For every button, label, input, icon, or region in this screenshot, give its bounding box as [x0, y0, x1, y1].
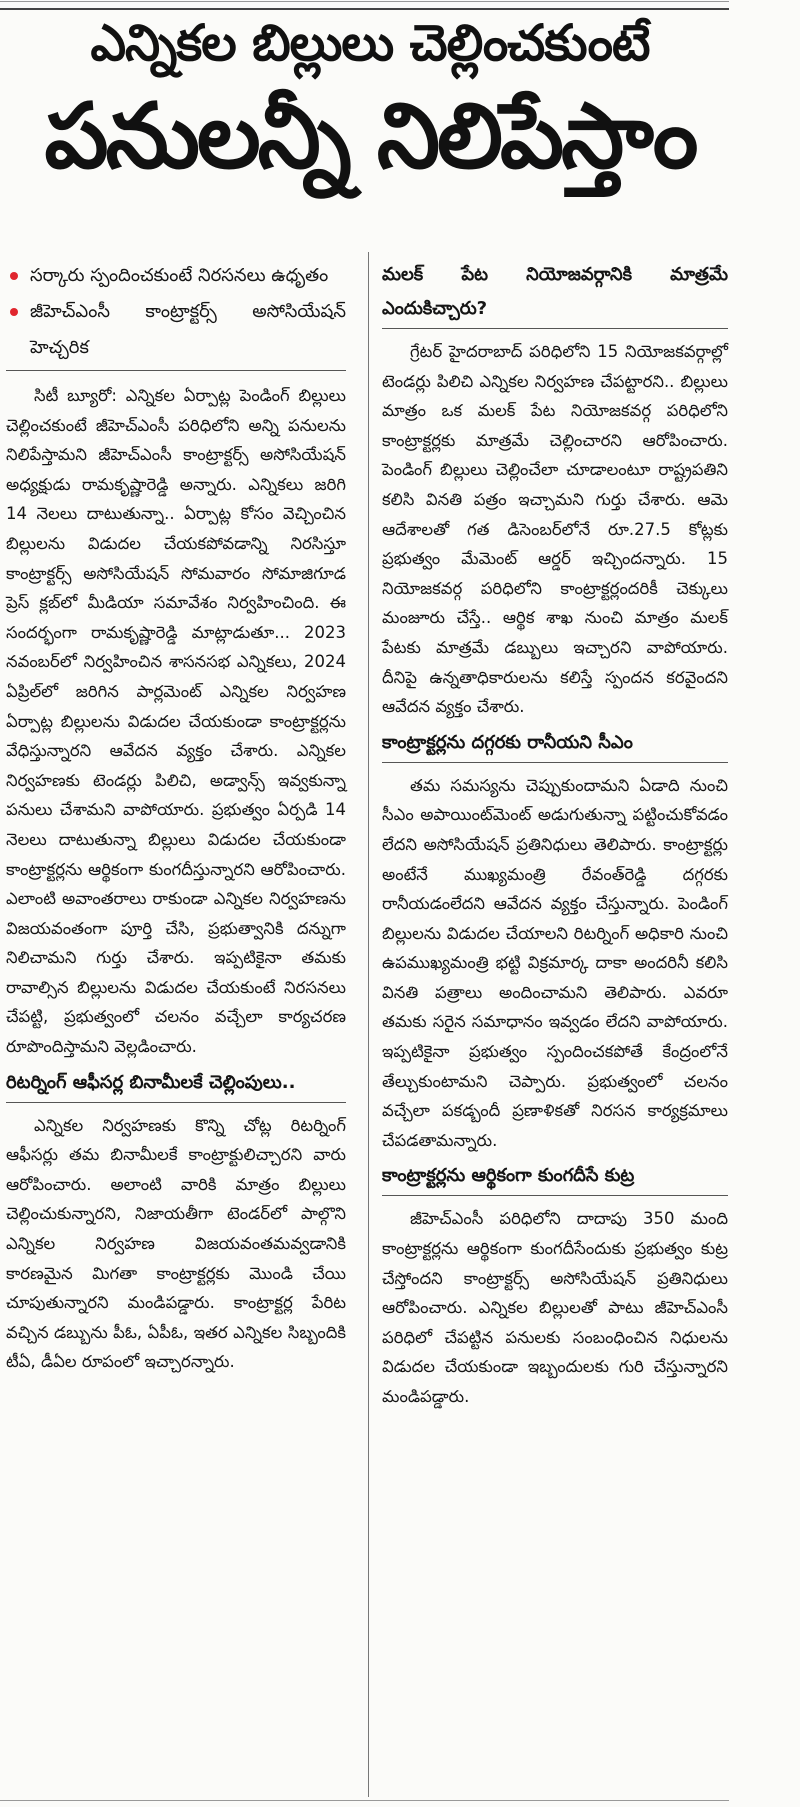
headline-line-2: పనులన్నీ నిలిపేస్తాం — [44, 84, 696, 189]
column-divider — [368, 252, 369, 1797]
subheading-cm: కాంట్రాక్టర్లను దగ్గరకు రానీయని సీఎం — [382, 726, 728, 763]
paragraph-malakpet: గ్రేటర్ హైదరాబాద్ పరిధిలోని 15 నియోజకవర్గాల్లో టెండర్లు పిలిచి ఎన్నికల నిర్వహణ చేపట్టారని.. బిల్లులు మాత్రం ఒక మలక్ పేట నియోజకవర్గ పరిధిలోని కాంట్రాక్టర్లకు మాత్రమే చెల్లించారని ఆరోపించారు. పెండింగ్ బిల్లులు చెల్లించేలా చూడాలంటూ రాష్ట్రపతిని కలిసి వినతి పత్రం ఇచ్చామని గుర్తు చేశారు. ఆమె ఆదేశాలతో గత డిసెంబర్‌లోనే రూ.27.5 కోట్లకు ప్రభుత్వం మేమెంట్ ఆర్డర్ ఇచ్చిందన్నారు. 15 నియోజకవర్గ పరిధిలోని కాంట్రాక్టర్లందరికీ చెక్కులు మంజూరు చేస్తే.. ఆర్థిక శాఖ నుంచి మాత్రం మలక్ పేటకు మాత్రమే డబ్బులు ఇచ్చారని వాపోయారు. దీనిపై ఉన్నతాధికారులను కలిస్తే స్పందన కరవైందని ఆవేదన వ్యక్తం చేశారు. — [382, 342, 728, 717]
left-column — [6, 258, 346, 1377]
bottom-rule — [0, 1800, 729, 1801]
bullet-list — [6, 258, 346, 371]
paragraph-conspiracy: జీహెచ్ఎంసీ పరిధిలోని దాదాపు 350 మంది కాంట్రాక్టర్లను ఆర్థికంగా కుంగదీసేందుకు ప్రభుత్వం కుట్ర చేస్తోందని కాంట్రాక్టర్స్ అసోసియేషన్ ప్రతినిధులు ఆరోపించారు. ఎన్నికల బిల్లులతో పాటు జీహెచ్ఎంసీ పరిధిలో చేపట్టిన పనులకు సంబంధించిన నిధులను విడుదల చేయకుండా ఇబ్బందులకు గురి చేస్తున్నారని మండిపడ్డారు. — [382, 1209, 728, 1406]
bullet-dot-icon — [10, 272, 18, 280]
top-border — [0, 1, 729, 2]
bullet-item — [6, 294, 346, 366]
top-rule — [0, 8, 729, 10]
right-column — [382, 258, 728, 1412]
paragraph-cm: తమ సమస్యను చెప్పుకుందామని ఏడాది నుంచి సీఎం అపాయింట్‌మెంట్ అడుగుతున్నా పట్టించుకోవడం లేదని అసోసియేషన్ ప్రతినిధులు తెలిపారు. కాంట్రాక్టర్లు అంటేనే ముఖ్యమంత్రి రేవంత్‌రెడ్డి దగ్గరకు రానీయడంలేదని ఆవేదన వ్యక్తం చేస్తున్నారు. పెండింగ్ బిల్లులను విడుదల చేయాలని రిటర్నింగ్ అధికారి నుంచి ఉపముఖ్యమంత్రి భట్టి విక్రమార్క దాకా అందరినీ కలిసి వినతి పత్రాలు అందించామని తెలిపారు. ఎవరూ తమకు సరైన సమాధానం ఇవ్వడం లేదని వాపోయారు. ఇప్పటికైనా ప్రభుత్వం స్పందించకపోతే కేంద్రంలోనే తేల్చుకుంటామని చెప్పారు. ప్రభుత్వంలో చలనం వచ్చేలా పకడ్బందీ ప్రణాళికతో నిరసన కార్యక్రమాలు చేపడతామన్నారు. — [382, 775, 728, 1150]
lead-paragraph: సిటీ బ్యూరో: ఎన్నికల ఏర్పాట్ల పెండింగ్ బిల్లులు చెల్లించకుంటే జీహెచ్ఎంసీ పరిధిలోని అన్ని పనులను నిలిపేస్తామని జీహెచ్ఎంసీ కాంట్రాక్టర్స్ అసోసియేషన్ అధ్యక్షుడు రామకృష్ణారెడ్డి అన్నారు. ఎన్నికలు జరిగి 14 నెలలు దాటుతున్నా.. ఏర్పాట్ల కోసం వెచ్చించిన బిల్లులను విడుదల చేయకపోవడాన్ని నిరసిస్తూ కాంట్రాక్టర్స్ అసోసియేషన్ సోమవారం సోమాజిగూడ ప్రెస్ క్లబ్‌లో మీడియా సమావేశం నిర్వహించింది. ఈ సందర్భంగా రామకృష్ణారెడ్డి మాట్లాడుతూ... 2023 నవంబర్‌లో నిర్వహించిన శాసనసభ ఎన్నికలు, 2024 ఏప్రిల్‌లో జరిగిన పార్లమెంట్ ఎన్నికల నిర్వహణ ఏర్పాట్ల బిల్లులను విడుదల చేయకుండా కాంట్రాక్టర్లను వేధిస్తున్నారని ఆవేదన వ్యక్తం చేశారు. ఎన్నికల నిర్వహణకు టెండర్లు పిలిచి, అడ్వాన్స్ ఇవ్వకున్నా పనులు చేశామని వాపోయారు. ప్రభుత్వం ఏర్పడి 14 నెలలు దాటుతున్నా బిల్లులు విడుదల చేయకుండా కాంట్రాక్టర్లను ఆర్థికంగా కుంగదీస్తున్నారని ఆరోపించారు. ఎలాంటి అవాంతరాలు రాకుండా ఎన్నికల నిర్వహణను విజయవంతంగా పూర్తి చేసి, ప్రభుత్వానికి దన్నుగా నిలిచామని గుర్తు చేశారు. ఇప్పటికైనా తమకు రావాల్సిన బిల్లులను విడుదల చేయకుంటే నిరసనలు చేపట్టి, ప్రభుత్వంలో చలనం వచ్చేలా కార్యచరణ రూపొందిస్తామని వెల్లడించారు. — [6, 386, 346, 1057]
bullet-text: సర్కారు స్పందించకుంటే నిరసనలు ఉధృతం — [30, 265, 329, 286]
bullet-text: జీహెచ్ఎంసీ కాంట్రాక్టర్స్ అసోసియేషన్ హెచ్చరిక — [30, 301, 346, 358]
bullet-item — [6, 258, 346, 294]
bullet-dot-icon — [10, 308, 18, 316]
subheading-conspiracy: కాంట్రాక్టర్లను ఆర్థికంగా కుంగదీసే కుట్ర — [382, 1159, 728, 1196]
headline-line-1: ఎన్నికల బిల్లులు చెల్లించకుంటే — [90, 14, 650, 72]
subheading-returning-officers: రిటర్నింగ్ ఆఫీసర్ల బినామీలకే చెల్లింపులు.. — [6, 1066, 346, 1103]
subheading-malakpet: మలక్ పేట నియోజవర్గానికి మాత్రమే ఎందుకిచ్చారు? — [382, 258, 728, 329]
paragraph-returning-officers: ఎన్నికల నిర్వహణకు కొన్ని చోట్ల రిటర్నింగ్ ఆఫీసర్లు తమ బినామీలకే కాంట్రాక్టులిచ్చారని వారు ఆరోపించారు. అలాంటి వారికి మాత్రం బిల్లులు చెల్లించుకున్నారని, నిజాయతీగా టెండర్‌లో పాల్గొని ఎన్నికల నిర్వహణ విజయవంతమవ్వడానికి కారణమైన మిగతా కాంట్రాక్టర్లకు మొండి చేయి చూపుతున్నారని మండిపడ్డారు. కాంట్రాక్టర్ల పేరిట వచ్చిన డబ్బును పీఓ, ఏపీఓ, ఇతర ఎన్నికల సిబ్బందికి టీఏ, డీఏల రూపంలో ఇచ్చారన్నారు. — [6, 1115, 346, 1372]
